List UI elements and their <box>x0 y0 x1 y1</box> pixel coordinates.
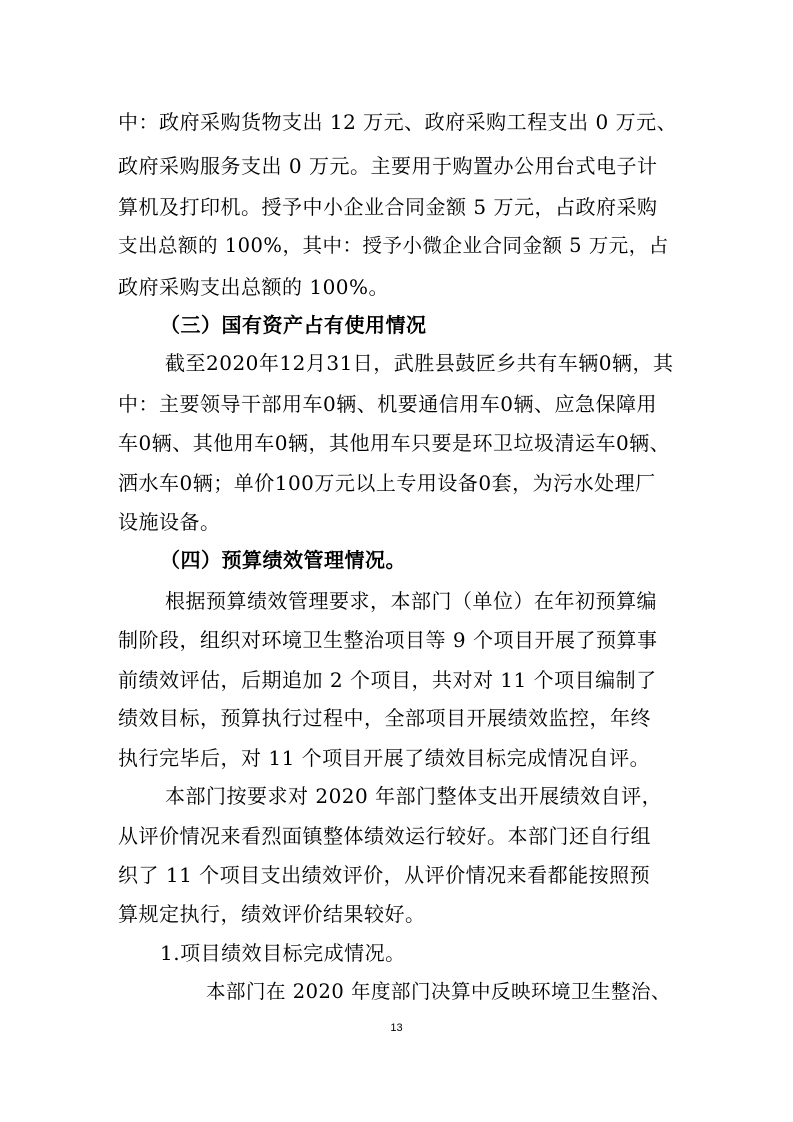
body-line: 本部门按要求对 2020 年部门整体支出开展绩效自评， <box>165 784 663 808</box>
body-line: 设施设备。 <box>118 510 221 534</box>
body-line: 算机及打印机。授予中小企业合同金额 5 万元，占政府采购 <box>118 195 658 219</box>
body-line: 织了 11 个项目支出绩效评价，从评价情况来看都能按照预 <box>118 863 651 887</box>
body-line: 绩效目标，预算执行过程中，全部项目开展绩效监控，年终 <box>118 706 651 730</box>
body-line: 根据预算绩效管理要求，本部门（单位）在年初预算编 <box>165 589 657 613</box>
body-line: 洒水车0辆；单价100万元以上专用设备0套，为污水处理厂 <box>118 471 656 495</box>
page-number: 13 <box>390 1022 403 1034</box>
subsection-heading: 1.项目绩效目标完成情况。 <box>160 941 406 965</box>
body-line: 算规定执行，绩效评价结果较好。 <box>118 902 426 926</box>
body-line: 执行完毕后，对 11 个项目开展了绩效目标完成情况自评。 <box>118 746 651 770</box>
body-line: 截至2020年12月31日，武胜县鼓匠乡共有车辆0辆，其 <box>165 351 674 375</box>
body-line: 制阶段，组织对环境卫生整治项目等 9 个项目开展了预算事 <box>118 628 658 652</box>
body-line: 支出总额的 100%，其中：授予小微企业合同金额 5 万元，占 <box>118 234 669 257</box>
body-line: 车0辆、其他用车0辆，其他用车只要是环卫垃圾清运车0辆、 <box>118 431 671 455</box>
body-line: 中：政府采购货物支出 12 万元、政府采购工程支出 0 万元、 <box>118 110 678 134</box>
section-heading: （三）国有资产占有使用情况 <box>160 313 427 337</box>
body-line: 本部门在 2020 年度部门决算中反映环境卫生整治、 <box>206 980 672 1003</box>
body-line: 前绩效评估，后期追加 2 个项目，共对对 11 个项目编制了 <box>118 668 657 692</box>
body-line: 政府采购服务支出 0 万元。主要用于购置办公用台式电子计 <box>118 154 658 178</box>
body-line: 政府采购支出总额的 100%。 <box>118 275 390 299</box>
section-heading: （四）预算绩效管理情况。 <box>160 548 406 572</box>
body-line: 从评价情况来看烈面镇整体绩效运行较好。本部门还自行组 <box>118 824 651 848</box>
body-line: 中：主要领导干部用车0辆、机要通信用车0辆、应急保障用 <box>118 392 657 416</box>
